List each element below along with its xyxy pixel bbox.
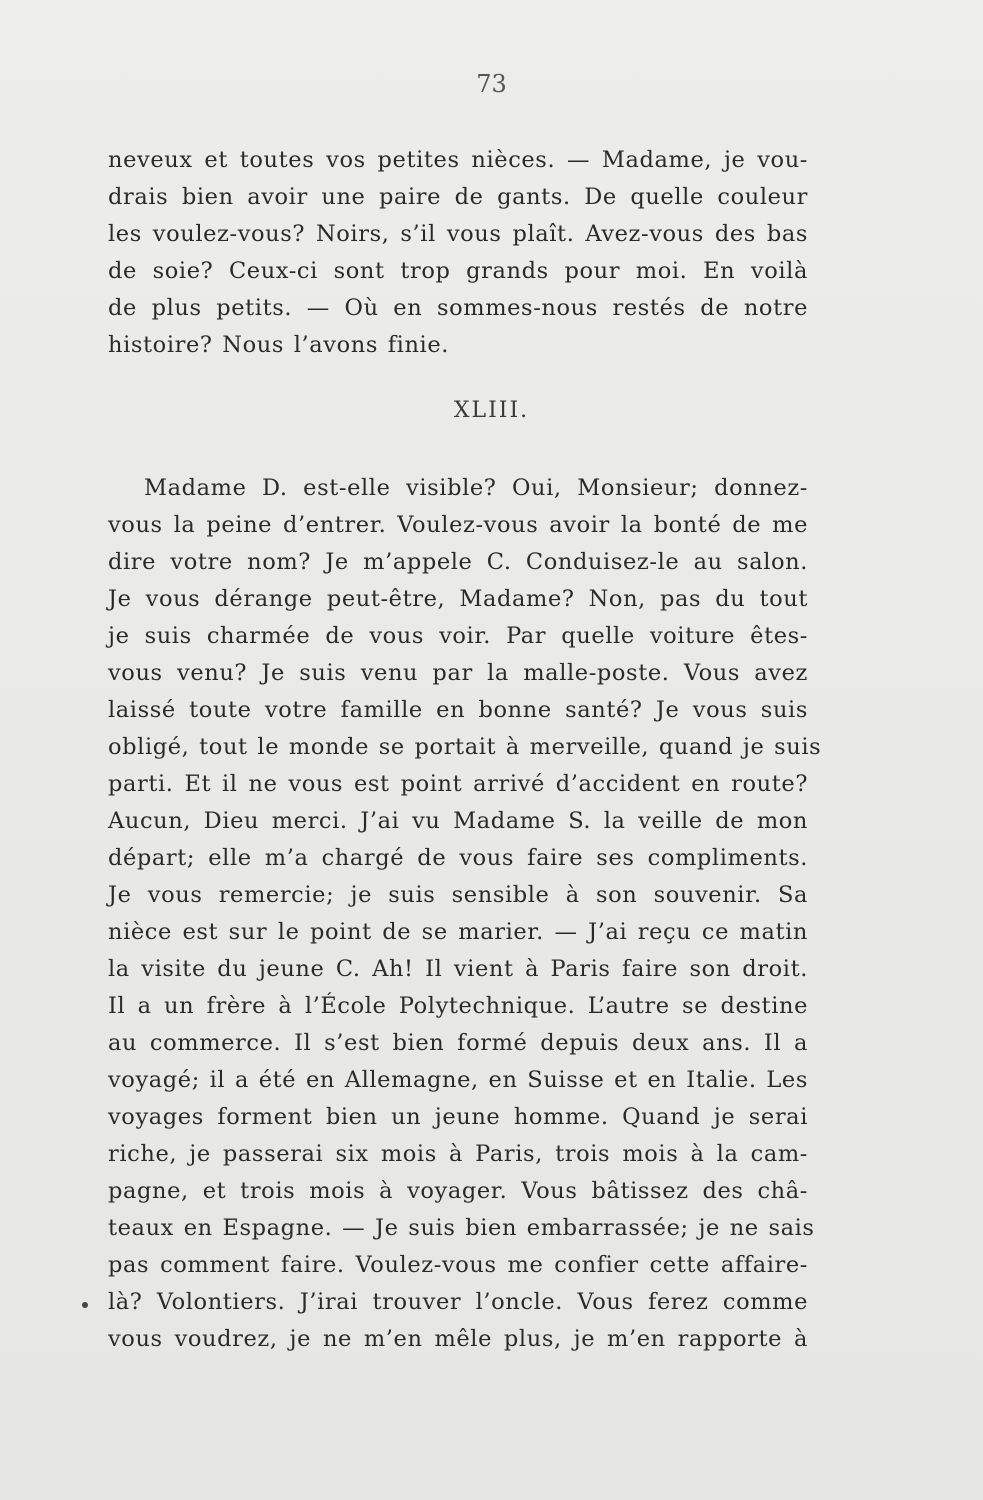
text-line: là? Volontiers. J’irai trouver l’oncle. Vous ferez comme: [108, 1289, 808, 1315]
text-line: nièce est sur le point de se marier. — J’ai reçu ce matin: [108, 919, 808, 945]
text-line: teaux en Espagne. — Je suis bien embarrassée; je ne sais: [108, 1215, 815, 1241]
page-number: 73: [476, 70, 507, 98]
text-line: vous la peine d’entrer. Voulez-vous avoir la bonté de me: [108, 512, 808, 538]
text-line: pagne, et trois mois à voyager. Vous bâtissez des châ-: [108, 1178, 808, 1204]
paragraph-1: [108, 142, 808, 364]
text-line: vous voudrez, je ne m’en mêle plus, je m’en rapporte à: [108, 1326, 808, 1352]
text-line: Aucun, Dieu merci. J’ai vu Madame S. la veille de mon: [108, 808, 808, 834]
text-line: la visite du jeune C. Ah! Il vient à Paris faire son droit.: [108, 956, 808, 982]
text-line: dire votre nom? Je m’appele C. Conduisez-le au salon.: [108, 549, 808, 575]
text-line: histoire? Nous l’avons finie.: [108, 332, 450, 358]
text-line: drais bien avoir une paire de gants. De quelle couleur: [108, 184, 808, 210]
text-line: vous venu? Je suis venu par la malle-poste. Vous avez: [108, 660, 808, 686]
paragraph-2: [108, 470, 822, 1358]
text-line: Il a un frère à l’École Polytechnique. L’autre se destine: [108, 993, 808, 1019]
margin-dot-mark: [82, 1302, 88, 1308]
text-line: voyagé; il a été en Allemagne, en Suisse et en Italie. Les: [108, 1067, 808, 1093]
text-line: obligé, tout le monde se portait à merveille, quand je suis: [108, 734, 822, 760]
text-line: de soie? Ceux-ci sont trop grands pour moi. En voilà: [108, 258, 808, 284]
text-line: neveux et toutes vos petites nièces. — Madame, je vou-: [108, 147, 808, 173]
text-line: au commerce. Il s’est bien formé depuis deux ans. Il a: [108, 1030, 808, 1056]
text-line: Madame D. est-elle visible? Oui, Monsieur; donnez-: [144, 475, 808, 501]
text-line: je suis charmée de vous voir. Par quelle voiture êtes-: [108, 623, 808, 649]
text-line: les voulez-vous? Noirs, s’il vous plaît. Avez-vous des bas: [108, 221, 808, 247]
text-line: départ; elle m’a chargé de vous faire ses compliments.: [108, 845, 808, 871]
text-line: Je vous dérange peut-être, Madame? Non, pas du tout: [108, 586, 808, 612]
text-line: pas comment faire. Voulez-vous me confier cette affaire-: [108, 1252, 808, 1278]
text-line: Je vous remercie; je suis sensible à son souvenir. Sa: [108, 882, 808, 908]
text-line: riche, je passerai six mois à Paris, trois mois à la cam-: [108, 1141, 808, 1167]
text-line: laissé toute votre famille en bonne santé? Je vous suis: [108, 697, 808, 723]
text-line: de plus petits. — Où en sommes-nous restés de notre: [108, 295, 808, 321]
text-line: voyages forment bien un jeune homme. Quand je serai: [108, 1104, 808, 1130]
text-line: parti. Et il ne vous est point arrivé d’accident en route?: [108, 771, 808, 797]
chapter-heading: XLIII.: [453, 398, 530, 423]
